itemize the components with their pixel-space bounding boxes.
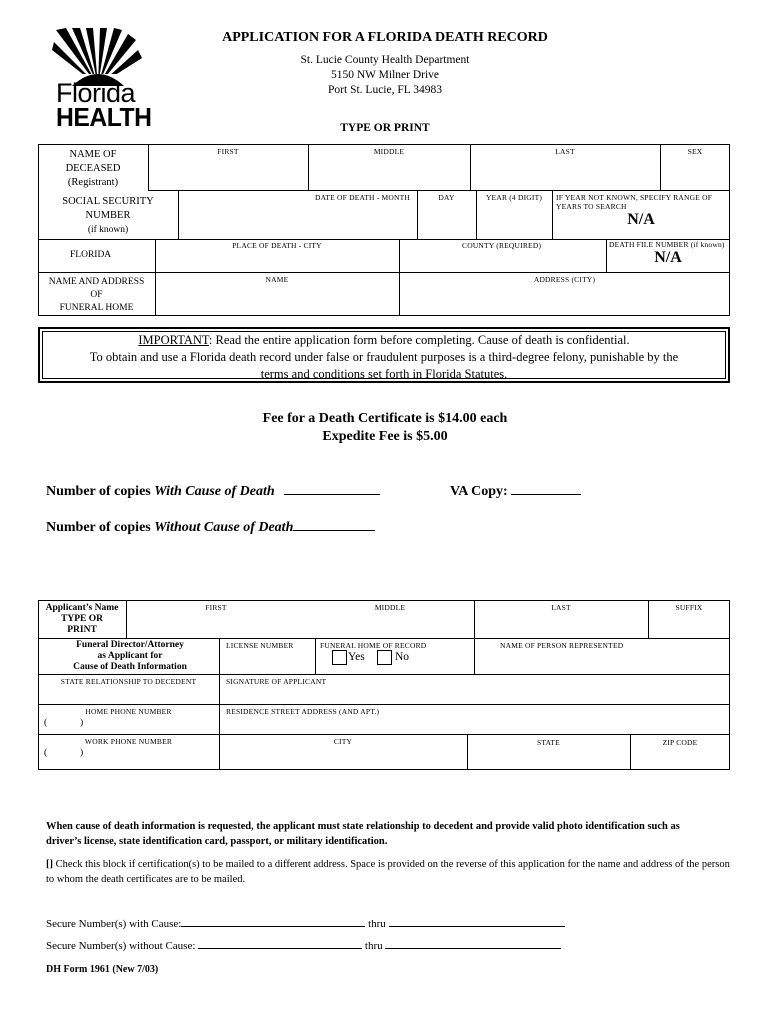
copies-without-cause-field[interactable] <box>293 518 375 531</box>
ssn-input[interactable] <box>40 241 41 242</box>
zip-code-label: ZIP CODE <box>662 738 698 747</box>
relationship-label: STATE RELATIONSHIP TO DECEDENT <box>60 677 197 686</box>
yes-label: Yes <box>348 651 365 663</box>
death-month-label: DATE OF DEATH - MONTH <box>314 193 411 202</box>
death-file-number-label: DEATH FILE NUMBER (if known) <box>609 240 725 249</box>
person-represented-label: NAME OF PERSON REPRESENTED <box>500 641 624 650</box>
work-phone-paren-close: ) <box>80 748 84 758</box>
year-range-value[interactable]: N/A <box>627 211 655 228</box>
funeral-director-label: Funeral Director/Attorney as Applicant for Cause of Death Information <box>73 640 187 672</box>
applicant-middle-label: MIDDLE <box>374 603 406 612</box>
home-phone-paren-close: ) <box>80 718 84 728</box>
home-phone-paren-open: ( <box>44 718 48 728</box>
work-phone-paren-open: ( <box>44 748 48 758</box>
death-day-label: DAY <box>438 193 455 202</box>
applicant-name-label: Applicant’s Name TYPE OR PRINT <box>45 603 119 635</box>
dept-address-2: Port St. Lucie, FL 34983 <box>328 84 442 96</box>
county-label: COUNTY (REQUIRED) <box>462 241 542 250</box>
signature-label: SIGNATURE OF APPLICANT <box>226 677 327 686</box>
notice-text: IMPORTANT: Read the entire application form before completing. Cause of death is confidential. To obtain and use a Florida death record under false or fraudulent purposes is a third-degree felony, punishable by the terms and conditions set forth in Florida Statutes. <box>89 333 679 381</box>
secure-with-from[interactable] <box>181 916 365 927</box>
deceased-sex-label: SEX <box>687 147 703 156</box>
mail-different-address-note: [] Check this block if certification(s) to be mailed to a different address. Space is provided on the reverse of this application for the name and address of the person to whom the death certificates are to be mailed. <box>46 859 730 885</box>
form-title: APPLICATION FOR A FLORIDA DEATH RECORD <box>222 30 548 45</box>
secure-without-from[interactable] <box>198 938 362 949</box>
place-of-death-city-label: PLACE OF DEATH - CITY <box>232 241 322 250</box>
funeral-home-label: NAME AND ADDRESS OF FUNERAL HOME <box>48 277 145 313</box>
deceased-middle-input[interactable] <box>310 158 468 188</box>
fee-expedite: Expedite Fee is $5.00 <box>322 429 448 444</box>
applicant-first-label: FIRST <box>205 603 227 612</box>
secure-with-cause: Secure Number(s) with Cause: thru <box>46 916 565 930</box>
logo-text-health: HEALTH <box>56 102 152 132</box>
home-phone-label: HOME PHONE NUMBER <box>85 707 172 716</box>
applicant-last-label: LAST <box>551 603 571 612</box>
va-copy: VA Copy: <box>450 482 581 500</box>
copies-with-cause: Number of copies With Cause of Death <box>46 482 380 500</box>
funeral-home-address-label: ADDRESS (CITY) <box>533 275 596 284</box>
florida-health-logo <box>52 28 152 132</box>
no-checkbox[interactable] <box>377 650 392 665</box>
state-label: STATE <box>537 738 560 747</box>
deceased-middle-label: MIDDLE <box>373 147 405 156</box>
funeral-home-name-label: NAME <box>265 275 289 284</box>
death-year-label: YEAR (4 DIGIT) <box>485 193 543 202</box>
deceased-first-input[interactable] <box>150 158 306 188</box>
dept-address-1: 5150 NW Milner Drive <box>330 69 440 81</box>
va-copy-field[interactable] <box>511 482 581 495</box>
work-phone-label: WORK PHONE NUMBER <box>84 737 173 746</box>
form-id: DH Form 1961 (New 7/03) <box>46 964 159 975</box>
deceased-name-label: NAME OF DECEASED (Registrant) <box>65 149 121 188</box>
applicant-suffix-label: SUFFIX <box>675 603 703 612</box>
applicant-first-input[interactable] <box>128 614 472 636</box>
logo-text-florida: Florida <box>56 78 136 108</box>
secure-without-cause: Secure Number(s) without Cause: thru <box>46 938 561 952</box>
copies-with-cause-field[interactable] <box>284 482 380 495</box>
type-or-print: TYPE OR PRINT <box>340 122 430 134</box>
mail-different-address-checkbox[interactable]: [] <box>46 859 53 870</box>
ssn-label: SOCIAL SECURITY NUMBER (if known) <box>62 196 154 235</box>
secure-with-to[interactable] <box>389 916 565 927</box>
deceased-last-label: LAST <box>555 147 575 156</box>
id-requirement-note: When cause of death information is requested, the applicant must state relationship to decedent and provide valid photo identification such as driver’s license, state identification card, passport, or military identification. <box>46 821 680 847</box>
fee-death-certificate: Fee for a Death Certificate is $14.00 each <box>262 411 508 426</box>
funeral-home-of-record-label: FUNERAL HOME OF RECORD <box>320 641 427 650</box>
death-file-number-value[interactable]: N/A <box>654 249 682 266</box>
florida-label: FLORIDA <box>70 250 112 260</box>
copies-without-cause: Number of copies Without Cause of Death <box>46 518 375 536</box>
license-number-label: LICENSE NUMBER <box>226 641 294 650</box>
residence-address-label: RESIDENCE STREET ADDRESS (AND APT.) <box>226 707 380 716</box>
city-label: CITY <box>333 737 353 746</box>
year-range-label: IF YEAR NOT KNOWN, SPECIFY RANGE OF YEARS TO SEARCH <box>556 193 713 211</box>
deceased-first-label: FIRST <box>217 147 239 156</box>
secure-without-to[interactable] <box>385 938 561 949</box>
deceased-last-input[interactable] <box>472 158 658 188</box>
dept-name: St. Lucie County Health Department <box>300 54 470 66</box>
no-label: No <box>395 651 410 663</box>
deceased-sex-input[interactable] <box>662 158 728 188</box>
yes-checkbox[interactable] <box>332 650 347 665</box>
